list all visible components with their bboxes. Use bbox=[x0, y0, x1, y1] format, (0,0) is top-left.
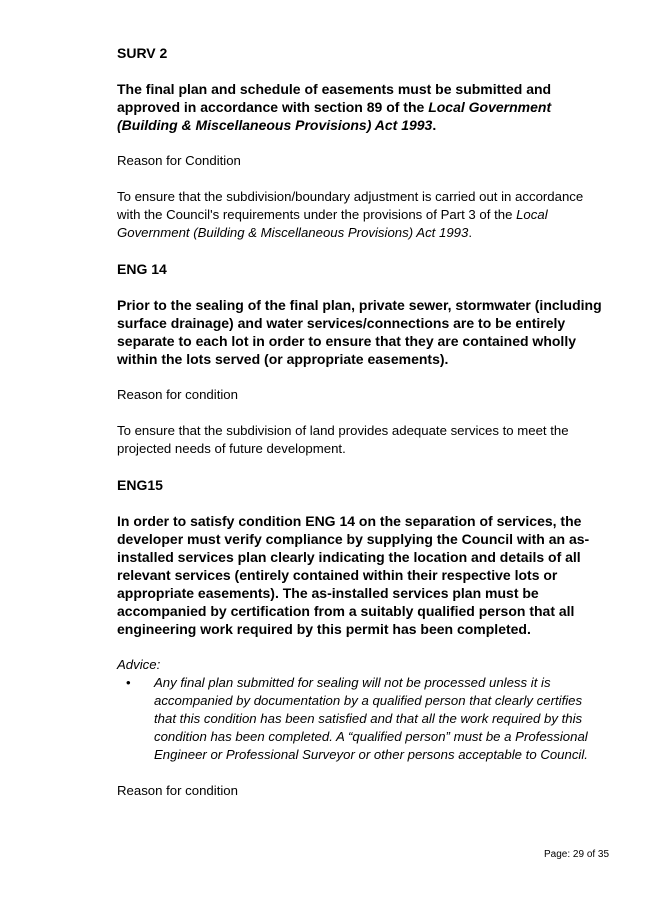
eng14-reason-label: Reason for condition bbox=[117, 387, 238, 402]
page-number: Page: 29 of 35 bbox=[544, 849, 610, 860]
eng15-advice-label: Advice: bbox=[117, 657, 161, 672]
advice-item-text: Any final plan submitted for sealing will not be processed unless it is accompanied by documentation by a qualified person that clearly certifies that this condition has been satisfied and that all the work required by this condition has been completed. A “qualified person” must be a Professional Engineer or Professional Surveyor or other persons acceptable to Council. bbox=[154, 675, 588, 762]
eng15-reason-label: Reason for condition bbox=[117, 783, 238, 798]
eng15-heading: ENG15 bbox=[117, 477, 163, 493]
eng14-condition: Prior to the sealing of the final plan, private sewer, stormwater (including surface drainage) and water services/connections are to be entirely separate to each lot in order to ensure that they are contained wholly within the lots served (or appropriate easements). bbox=[117, 297, 602, 367]
advice-list-item bbox=[117, 674, 607, 764]
document-page bbox=[117, 44, 607, 818]
bullet-icon: • bbox=[126, 675, 131, 690]
surv2-condition-end: . bbox=[432, 117, 437, 133]
surv2-reason-text: To ensure that the subdivision/boundary adjustment is carried out in accordance with the Council's requirements under the provisions of Part 3 of the bbox=[117, 189, 584, 222]
eng15-condition: In order to satisfy condition ENG 14 on the separation of services, the developer must verify compliance by supplying the Council with an as-installed services plan clearly indicating the location and details of all relevant services (entirely contained within their respective lots or appropriate easements). The as-installed services plan must be accompanied by certification from a suitably qualified person that all engineering work required by this permit has been completed. bbox=[117, 513, 590, 637]
surv2-condition-text: The final plan and schedule of easements must be submitted and approved in accordance with section 89 of the bbox=[117, 81, 552, 115]
surv2-reason-end: . bbox=[468, 225, 473, 240]
surv2-reason-act: Local Government (Building & Miscellaneous Provisions) Act 1993 bbox=[117, 207, 548, 240]
eng14-heading: ENG 14 bbox=[117, 261, 167, 277]
eng15-advice-list bbox=[117, 674, 607, 764]
surv2-reason bbox=[117, 188, 607, 242]
surv2-heading: SURV 2 bbox=[117, 45, 168, 61]
surv2-condition-act: Local Government (Building & Miscellaneous Provisions) Act 1993 bbox=[117, 99, 552, 133]
surv2-condition bbox=[117, 80, 607, 134]
eng14-reason: To ensure that the subdivision of land provides adequate services to meet the projected needs of future development. bbox=[117, 423, 569, 456]
surv2-reason-label: Reason for Condition bbox=[117, 153, 241, 168]
